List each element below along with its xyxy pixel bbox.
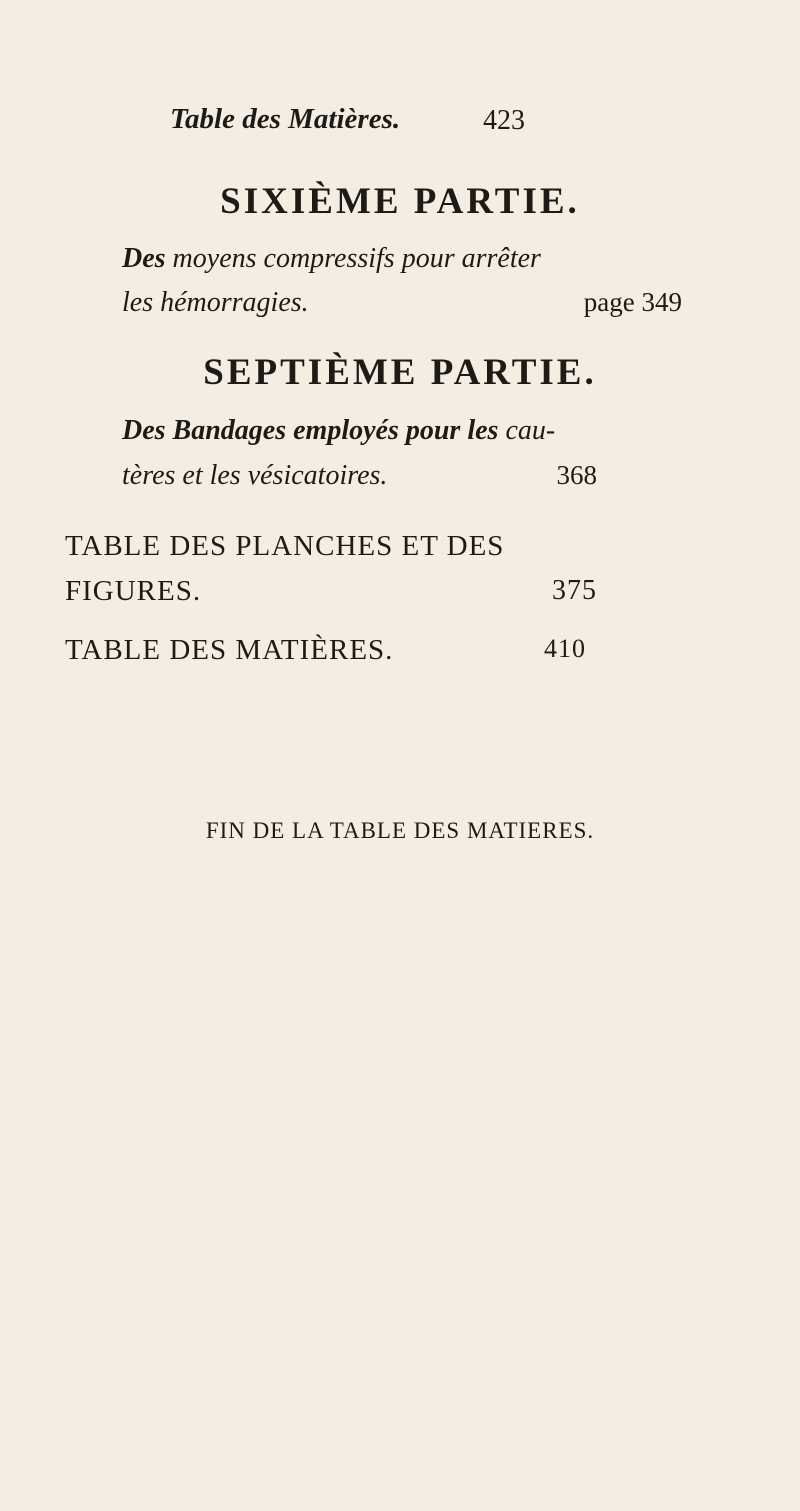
running-head-title: Table des Matières. — [170, 103, 401, 135]
table-planches-line-1: TABLE DES PLANCHES ET DES — [65, 530, 505, 562]
part-7-line-1-rest: cau- — [498, 415, 556, 446]
part-6-line-1-rest: moyens compressifs pour arrêter — [165, 243, 541, 274]
part-7-line-2-text: tères et les vésicatoires. — [122, 460, 388, 491]
part-6-line-2-text: les hémorragies. — [122, 287, 309, 318]
part-7-line-1 — [122, 415, 555, 447]
part-6-line-2 — [122, 287, 682, 319]
part-7-page-ref: 368 — [556, 460, 597, 490]
part-6-line-1 — [122, 243, 541, 275]
part-7-heading: SEPTIÈME PARTIE. — [203, 352, 597, 393]
part-6-line-1-bold: Des — [122, 243, 166, 274]
part-7-line-1-bold: Des Bandages employés pour les — [122, 415, 499, 446]
table-planches-page-ref: 375 — [552, 575, 597, 606]
running-head — [170, 103, 525, 136]
table-matieres-entry — [65, 634, 586, 667]
page-number: 423 — [483, 105, 525, 136]
closing-line: FIN DE LA TABLE DES MATIERES. — [205, 818, 595, 843]
table-matieres-text: TABLE DES MATIÈRES. — [65, 634, 394, 666]
table-matieres-page-ref: 410 — [544, 634, 586, 663]
table-planches-line-2-text: FIGURES. — [65, 575, 202, 607]
part-6-heading: SIXIÈME PARTIE. — [220, 181, 580, 222]
part-6-page-ref: page 349 — [583, 287, 682, 317]
part-7-line-2 — [122, 460, 597, 492]
table-planches-line-2 — [65, 575, 597, 608]
